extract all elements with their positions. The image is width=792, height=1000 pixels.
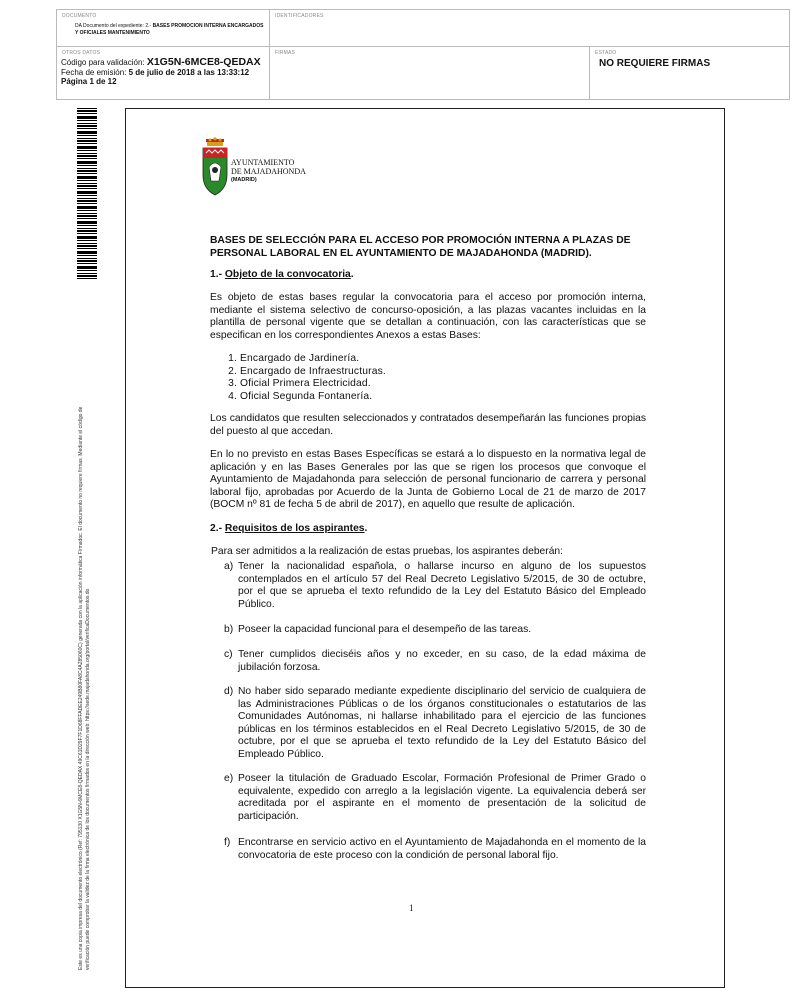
validation-info: Código para validación: X1G5N-6MCE8-QEDAX Fecha de emisión: 5 de julio de 2018 a las 13:33:12 Página 1 de 12	[61, 56, 261, 86]
section-1-paragraph-3: En lo no previsto en estas Bases Específicas se estará a lo dispuesto en la normativa legal de aplicación y en las Bases Generales por las que se rigen los procesos que convoque el Ayuntamiento de Majadahonda para selección de personal funcionario de carrera y personal laboral fijo, aprobadas por Acuerdo de la Junta de Gobierno Local de 21 de marzo de 2017 (BOCM nº 81 de fecha 5 de abril de 2017), en aquello que resulte de aplicación.	[210, 449, 646, 511]
coat-of-arms-icon	[200, 137, 230, 199]
identificadores-cell	[270, 10, 790, 47]
list-item: 2. Encargado de Infraestructuras.	[240, 366, 386, 379]
document-page	[125, 108, 725, 988]
requirement-f: f) Encontrarse en servicio activo en el Ayuntamiento de Majadahonda en el momento de la convocatoria de este proceso con la condición de personal laboral fijo.	[224, 837, 646, 861]
otros-datos-label: OTROS DATOS	[62, 50, 101, 56]
document-header	[56, 9, 790, 100]
status-text: NO REQUIERE FIRMAS	[599, 58, 711, 69]
identificadores-label: IDENTIFICADORES	[275, 13, 324, 19]
institution-name: AYUNTAMIENTO DE MAJADAHONDA (MADRID)	[231, 158, 306, 183]
firmas-label: FIRMAS	[275, 50, 296, 56]
documento-cell	[57, 10, 270, 47]
otros-datos-cell	[57, 47, 270, 100]
page-number: 1	[409, 903, 414, 913]
documento-label: DOCUMENTO	[62, 13, 97, 19]
validation-code: X1G5N-6MCE8-QEDAX	[146, 56, 261, 68]
estado-label: ESTADO	[595, 50, 617, 56]
requirement-b: b) Poseer la capacidad funcional para el desempeño de las tareas.	[224, 624, 532, 635]
section-1-heading: 1.- Objeto de la convocatoria.	[210, 269, 354, 280]
page-count: Página 1 de 12	[61, 77, 117, 86]
barcode-image	[77, 108, 97, 280]
documento-text: DA Documento del expediente: 2.- BASES PROMOCION INTERNA ENCARGADOS Y OFICIALES MANTENIMIENTO	[75, 23, 264, 36]
list-item: 4. Oficial Segunda Fontanería.	[240, 391, 386, 404]
list-item: 1. Encargado de Jardinería.	[240, 353, 386, 366]
estado-cell	[590, 47, 790, 100]
verification-side-text: Este es una copia impresa del documento electrónico (Ref: 795130 X1G5N-6MCE8-QEDAX 49C61D29F7F1D68FFADEE249B80FA8C4A285060C) generada con la aplicación informática Firmadoc. El documento no requiere firmas. Mediante el código de verificación puede comprobar la validez de la firma electrónica de los documentos firmados en la dirección web: https://sede.majadahonda.org/portal/verificaDocumentos.do	[78, 406, 91, 970]
section-1-paragraph-1: Es objeto de estas bases regular la convocatoria para el acceso por promoción interna, mediante el sistema selectivo de concurso-oposición, a las plazas vacantes incluidas en la plantilla de personal vigente que se detallan a continuación, con las características que se especifican en los correspondientes Anexos a estas Bases:	[210, 292, 646, 341]
section-1-paragraph-2: Los candidatos que resulten seleccionados y contratados desempeñarán las funciones propias del puesto al que accedan.	[210, 413, 646, 437]
document-title: BASES DE SELECCIÓN PARA EL ACCESO POR PROMOCIÓN INTERNA A PLAZAS DE PERSONAL LABORAL EN EL AYUNTAMIENTO DE MAJADAHONDA (MADRID).	[210, 235, 631, 259]
plazas-list	[212, 353, 386, 403]
list-item: 3. Oficial Primera Electricidad.	[240, 378, 386, 391]
section-2-heading: 2.- Requisitos de los aspirantes.	[210, 523, 368, 534]
requirement-d: d) No haber sido separado mediante expediente disciplinario del servicio de cualquiera de las Administraciones Públicas o de los órganos constitucionales o estatutarios de las Comunidades Autónomas, ni hallarse inhabilitado para el ejercicio de las funciones públicas en los términos establecidos en el Real Decreto Legislativo 5/2015, de 30 de octubre, por el que se aprueba el texto refundido de la Ley del Estatuto Básico del Empleado Público.	[224, 686, 646, 760]
section-2-intro: Para ser admitidos a la realización de estas pruebas, los aspirantes deberán:	[211, 546, 564, 557]
emission-date: 5 de julio de 2018 a las 13:33:12	[128, 67, 250, 77]
requirement-e: e) Poseer la titulación de Graduado Escolar, Formación Profesional de Primer Grado o equivalente, expedido con arreglo a la legislación vigente. La equivalencia deberá ser acreditada por el aspirante en el momento de presentación de la solicitud de participación.	[224, 773, 646, 822]
requirement-c: c) Tener cumplidos dieciséis años y no exceder, en su caso, de la edad máxima de jubilación forzosa.	[224, 649, 646, 673]
requirement-a: a) Tener la nacionalidad española, o hallarse incurso en alguno de los supuestos contemplados en el artículo 57 del Real Decreto Legislativo 5/2015, de 30 de octubre, por el que se aprueba el texto refundido de la Ley del Estatuto Básico del Empleado Público.	[224, 561, 646, 610]
firmas-cell	[270, 47, 590, 100]
